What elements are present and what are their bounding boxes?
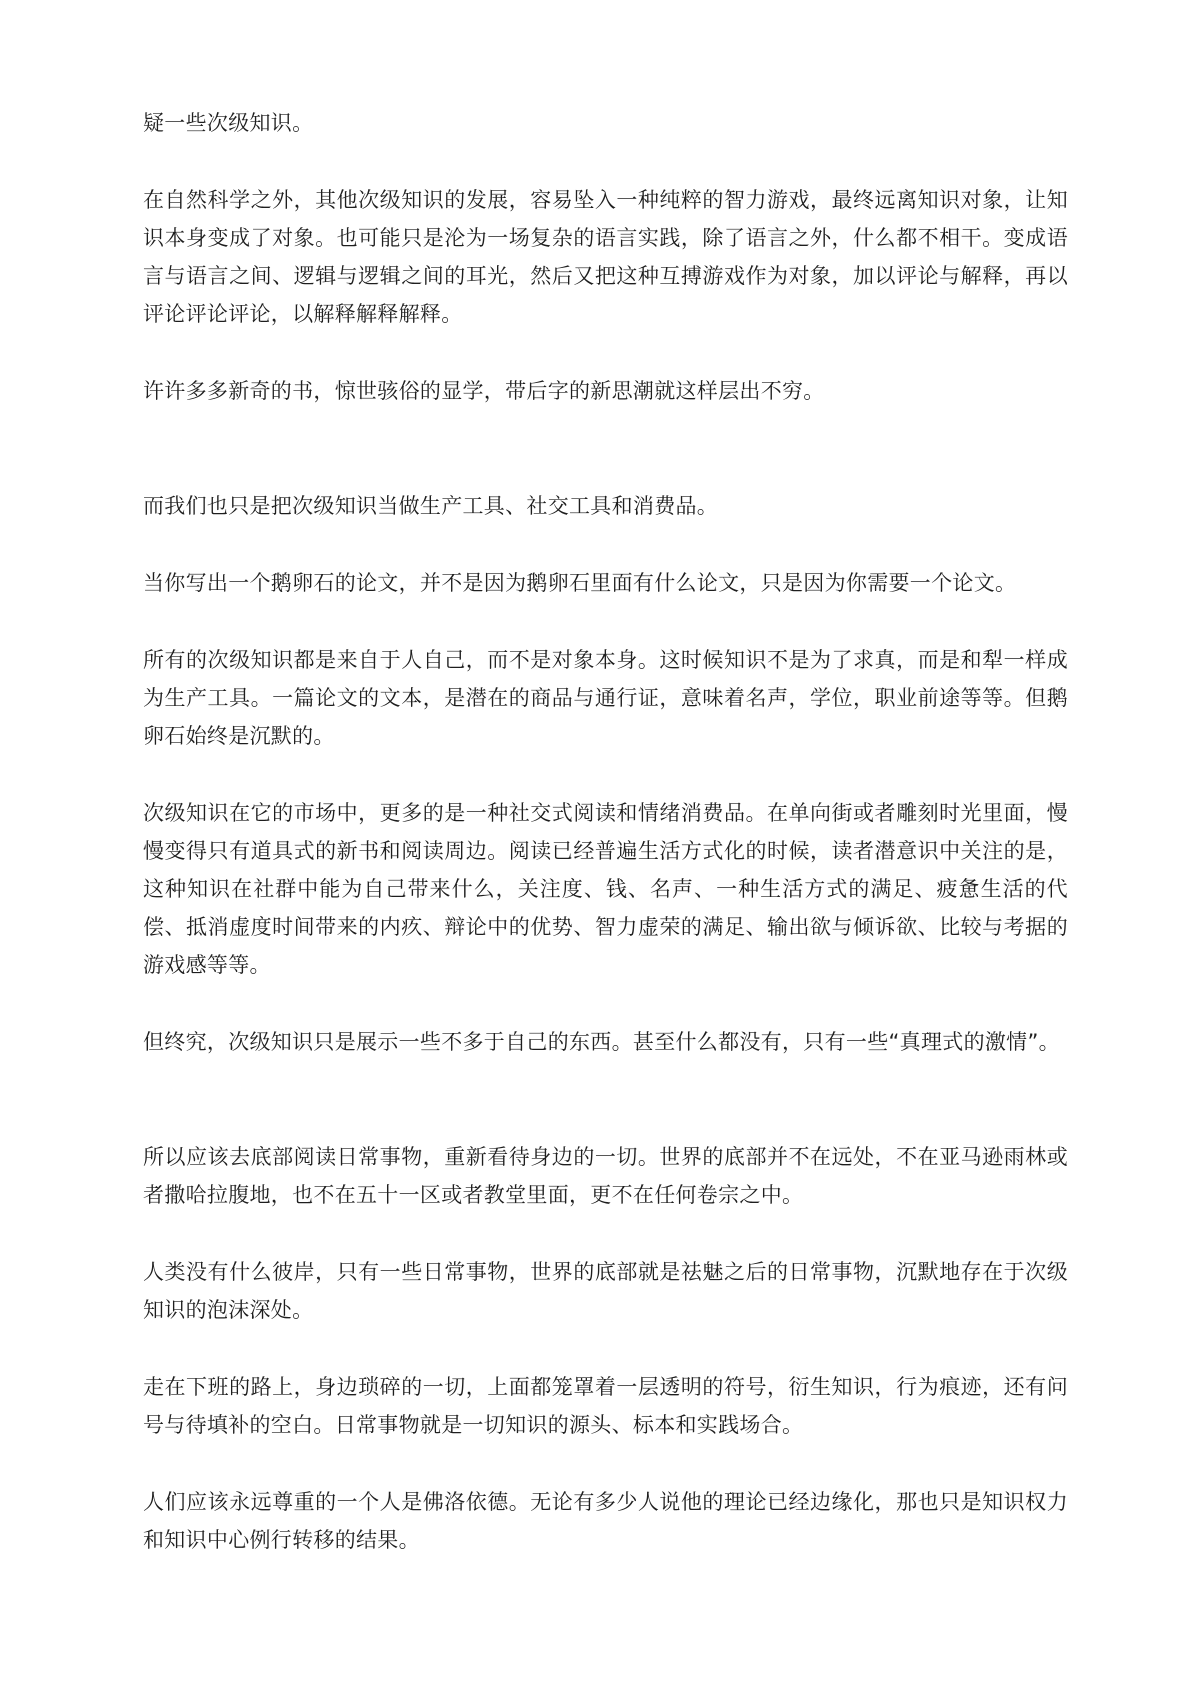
paragraph: 在自然科学之外，其他次级知识的发展，容易坠入一种纯粹的智力游戏，最终远离知识对象，让知识本身变成了对象。也可能只是沦为一场复杂的语言实践，除了语言之外，什么都不相干。变成语言与语言之间、逻辑与逻辑之间的耳光，然后又把这种互搏游戏作为对象，加以评论与解释，再以评论评论评论，以解释解释解释。 — [143, 188, 1068, 326]
paragraph: 而我们也只是把次级知识当做生产工具、社交工具和消费品。 — [143, 494, 719, 518]
paragraph: 人类没有什么彼岸，只有一些日常事物，世界的底部就是祛魅之后的日常事物，沉默地存在于次级知识的泡沫深处。 — [143, 1260, 1068, 1322]
paragraph: 许许多多新奇的书，惊世骇俗的显学，带后字的新思潮就这样层出不穷。 — [143, 379, 825, 403]
paragraph: 所以应该去底部阅读日常事物，重新看待身边的一切。世界的底部并不在远处，不在亚马逊雨林或者撒哈拉腹地，也不在五十一区或者教堂里面，更不在任何卷宗之中。 — [143, 1145, 1068, 1207]
paragraph: 疑一些次级知识。 — [143, 111, 314, 135]
paragraph: 人们应该永远尊重的一个人是佛洛依德。无论有多少人说他的理论已经边缘化，那也只是知识权力和知识中心例行转移的结果。 — [143, 1490, 1068, 1552]
paragraph: 走在下班的路上，身边琐碎的一切，上面都笼罩着一层透明的符号，衍生知识，行为痕迹，还有问号与待填补的空白。日常事物就是一切知识的源头、标本和实践场合。 — [143, 1375, 1068, 1437]
paragraph: 所有的次级知识都是来自于人自己，而不是对象本身。这时候知识不是为了求真，而是和犁一样成为生产工具。一篇论文的文本，是潜在的商品与通行证，意味着名声，学位，职业前途等等。但鹅卵石始终是沉默的。 — [143, 648, 1068, 748]
paragraph: 次级知识在它的市场中，更多的是一种社交式阅读和情绪消费品。在单向街或者雕刻时光里面，慢慢变得只有道具式的新书和阅读周边。阅读已经普遍生活方式化的时候，读者潜意识中关注的是，这种知识在社群中能为自己带来什么，关注度、钱、名声、一种生活方式的满足、疲惫生活的代偿、抵消虚度时间带来的内疚、辩论中的优势、智力虚荣的满足、输出欲与倾诉欲、比较与考据的游戏感等等。 — [143, 801, 1068, 977]
document-body — [143, 104, 1068, 1559]
paragraph: 但终究，次级知识只是展示一些不多于自己的东西。甚至什么都没有，只有一些“真理式的激情”。 — [143, 1030, 1060, 1054]
paragraph: 当你写出一个鹅卵石的论文，并不是因为鹅卵石里面有什么论文，只是因为你需要一个论文。 — [143, 571, 1017, 595]
